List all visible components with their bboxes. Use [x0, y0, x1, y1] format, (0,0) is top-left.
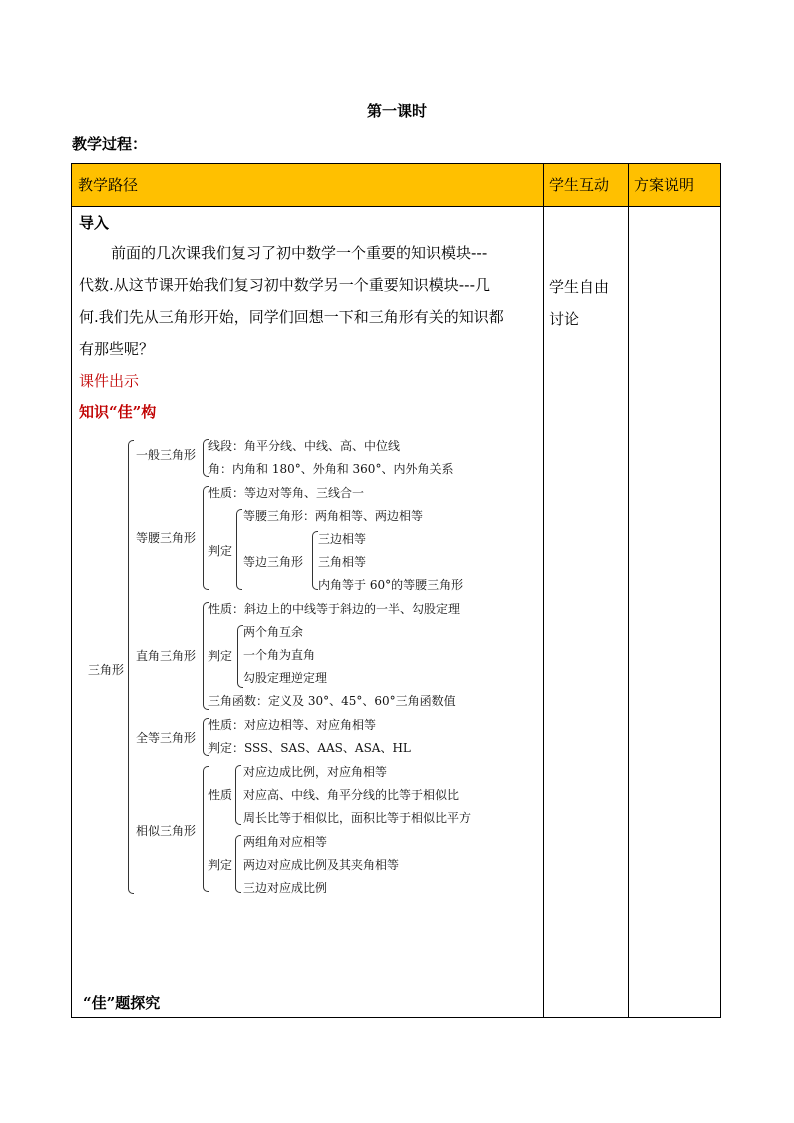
map-root: 三角形 [88, 663, 125, 677]
map-similar-judge: 判定 [208, 858, 233, 872]
map-bracket [203, 486, 209, 590]
map-right-property: 性质：斜边上的中线等于斜边的一半、勾股定理 [208, 602, 461, 616]
map-general-label: 一般三角形 [136, 448, 197, 462]
map-congruent-item: 判定：SSS、SAS、AAS、ASA、HL [208, 741, 411, 755]
map-bracket [203, 766, 209, 892]
map-general-item: 角：内角和 180°、外角和 360°、内外角关系 [208, 462, 454, 476]
map-similar-property-item: 周长比等于相似比，面积比等于相似比平方 [243, 811, 472, 825]
courseware-label: 课件出示 [79, 372, 140, 390]
intro-line: 何.我们先从三角形开始，同学们回想一下和三角形有关的知识都 [79, 308, 504, 326]
interaction-text: 学生自由 [549, 278, 610, 296]
map-similar-judge-item: 两边对应成比例及其夹角相等 [243, 858, 400, 872]
map-equilateral-item: 内角等于 60°的等腰三角形 [318, 578, 464, 592]
intro-line: 代数.从这节课开始我们复习初中数学另一个重要知识模块---几 [79, 276, 491, 294]
column-divider [628, 164, 629, 1017]
map-similar-property: 性质 [208, 788, 233, 802]
map-bracket [236, 509, 242, 590]
map-general-item: 线段：角平分线、中线、高、中位线 [208, 439, 401, 453]
map-congruent-label: 全等三角形 [136, 731, 197, 745]
map-bracket [128, 440, 134, 894]
intro-line: 有那些呢？ [79, 340, 155, 358]
map-isosceles-judge: 判定 [208, 544, 233, 558]
column-divider [543, 164, 544, 1017]
map-bracket [235, 835, 241, 893]
map-similar-judge-item: 三边对应成比例 [243, 881, 328, 895]
map-right-judge: 判定 [208, 649, 233, 663]
map-congruent-item: 性质：对应边相等、对应角相等 [208, 718, 377, 732]
map-bracket [235, 765, 241, 825]
explore-heading: “佳”题探究 [83, 994, 161, 1012]
knowledge-heading: 知识“佳”构 [79, 403, 157, 421]
header-student-interaction: 学生互动 [543, 164, 628, 207]
map-isosceles-property: 性质：等边对等角、三线合一 [208, 486, 365, 500]
map-right-judge-item: 一个角为直角 [243, 648, 316, 662]
header-teaching-path: 教学路径 [72, 164, 543, 207]
map-similar-property-item: 对应高、中线、角平分线的比等于相似比 [243, 788, 460, 802]
map-right-trig: 三角函数：定义及 30°、45°、60°三角函数值 [208, 694, 456, 708]
header-plan-notes: 方案说明 [628, 164, 720, 207]
map-right-judge-item: 两个角互余 [243, 625, 304, 639]
interaction-text: 讨论 [549, 310, 580, 328]
map-equilateral-item: 三边相等 [318, 532, 367, 546]
intro-label: 导入 [79, 214, 110, 232]
map-equilateral-item: 三角相等 [318, 555, 367, 569]
map-similar-judge-item: 两组角对应相等 [243, 835, 328, 849]
map-isosceles-sub: 等腰三角形：两角相等、两边相等 [243, 509, 424, 523]
map-equilateral-label: 等边三角形 [243, 555, 304, 569]
map-right-label: 直角三角形 [136, 649, 197, 663]
process-label: 教学过程： [72, 135, 148, 153]
map-similar-property-item: 对应边成比例，对应角相等 [243, 765, 388, 779]
intro-line: 前面的几次课我们复习了初中数学一个重要的知识模块--- [111, 244, 488, 262]
map-right-judge-item: 勾股定理逆定理 [243, 671, 328, 685]
page-title: 第一课时 [366, 102, 427, 120]
map-isosceles-label: 等腰三角形 [136, 531, 197, 545]
map-similar-label: 相似三角形 [136, 824, 197, 838]
